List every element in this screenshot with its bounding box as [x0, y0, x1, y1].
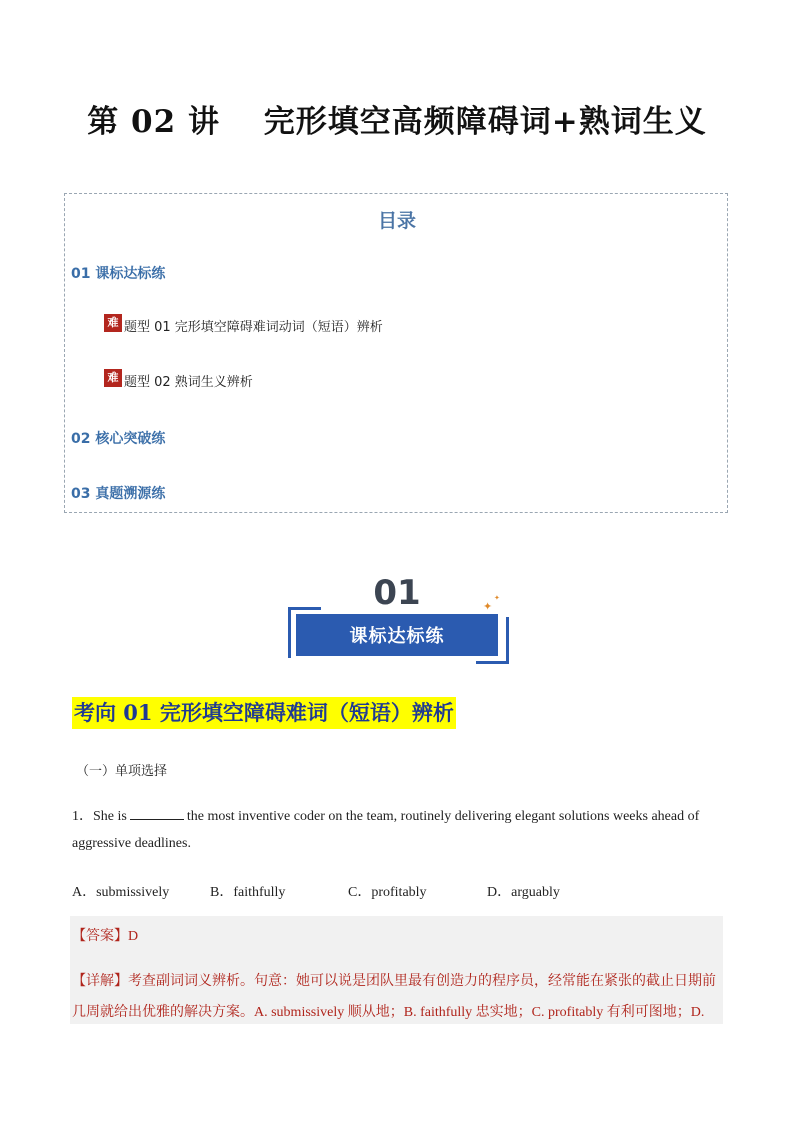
toc-subitem-label: 题型 02 熟词生义辨析: [124, 375, 253, 390]
toc-subitem-2[interactable]: [104, 371, 253, 390]
option-a[interactable]: A．submissively: [72, 885, 170, 900]
toc-section-3[interactable]: 03 真题溯源练: [71, 486, 166, 502]
option-c[interactable]: C．profitably: [348, 885, 427, 900]
difficulty-badge: 难: [104, 314, 122, 332]
answer-label: 【答案】D: [72, 929, 139, 944]
toc-title: 目录: [377, 210, 416, 232]
question-number: 1．: [72, 809, 93, 824]
toc-subitem-label: 题型 01 完形填空障碍难词动词（短语）辨析: [124, 320, 383, 335]
sparkle-icon: ✦: [483, 600, 493, 613]
toc-box: [64, 193, 728, 513]
question-line-2: aggressive deadlines.: [72, 836, 191, 851]
subsection-label: （一）单项选择: [76, 764, 168, 779]
toc-section-2[interactable]: 02 核心突破练: [71, 431, 166, 447]
difficulty-badge: 难: [104, 369, 122, 387]
option-d[interactable]: D．arguably: [487, 885, 560, 900]
sparkle-icon: ✦: [494, 594, 500, 602]
page-title: 第 02 讲 完形填空高频障碍词+熟词生义: [87, 104, 707, 140]
answer-detail-line-2: 几周就给出优雅的解决方案。A. submissively 顺从地；B. faithfully 忠实地；C. profitably 有利可图地；D.: [72, 1005, 705, 1020]
question-line-1: [72, 805, 699, 825]
toc-subitem-1[interactable]: [104, 316, 383, 335]
section-heading: 考向 01 完形填空障碍难词（短语）辨析: [72, 697, 456, 729]
question-text: She is: [93, 809, 127, 824]
question-text: the most inventive coder on the team, routinely delivering elegant solutions weeks ahead of: [186, 809, 700, 824]
option-b[interactable]: B．faithfully: [210, 885, 286, 900]
banner-number: 01: [373, 573, 421, 613]
section-banner: 课标达标练: [296, 614, 498, 656]
toc-section-1[interactable]: 01 课标达标练: [71, 266, 166, 282]
answer-blank: [130, 807, 184, 820]
answer-detail-line-1: 【详解】考查副词词义辨析。句意：她可以说是团队里最有创造力的程序员，经常能在紧张的截止日期前: [72, 974, 716, 989]
